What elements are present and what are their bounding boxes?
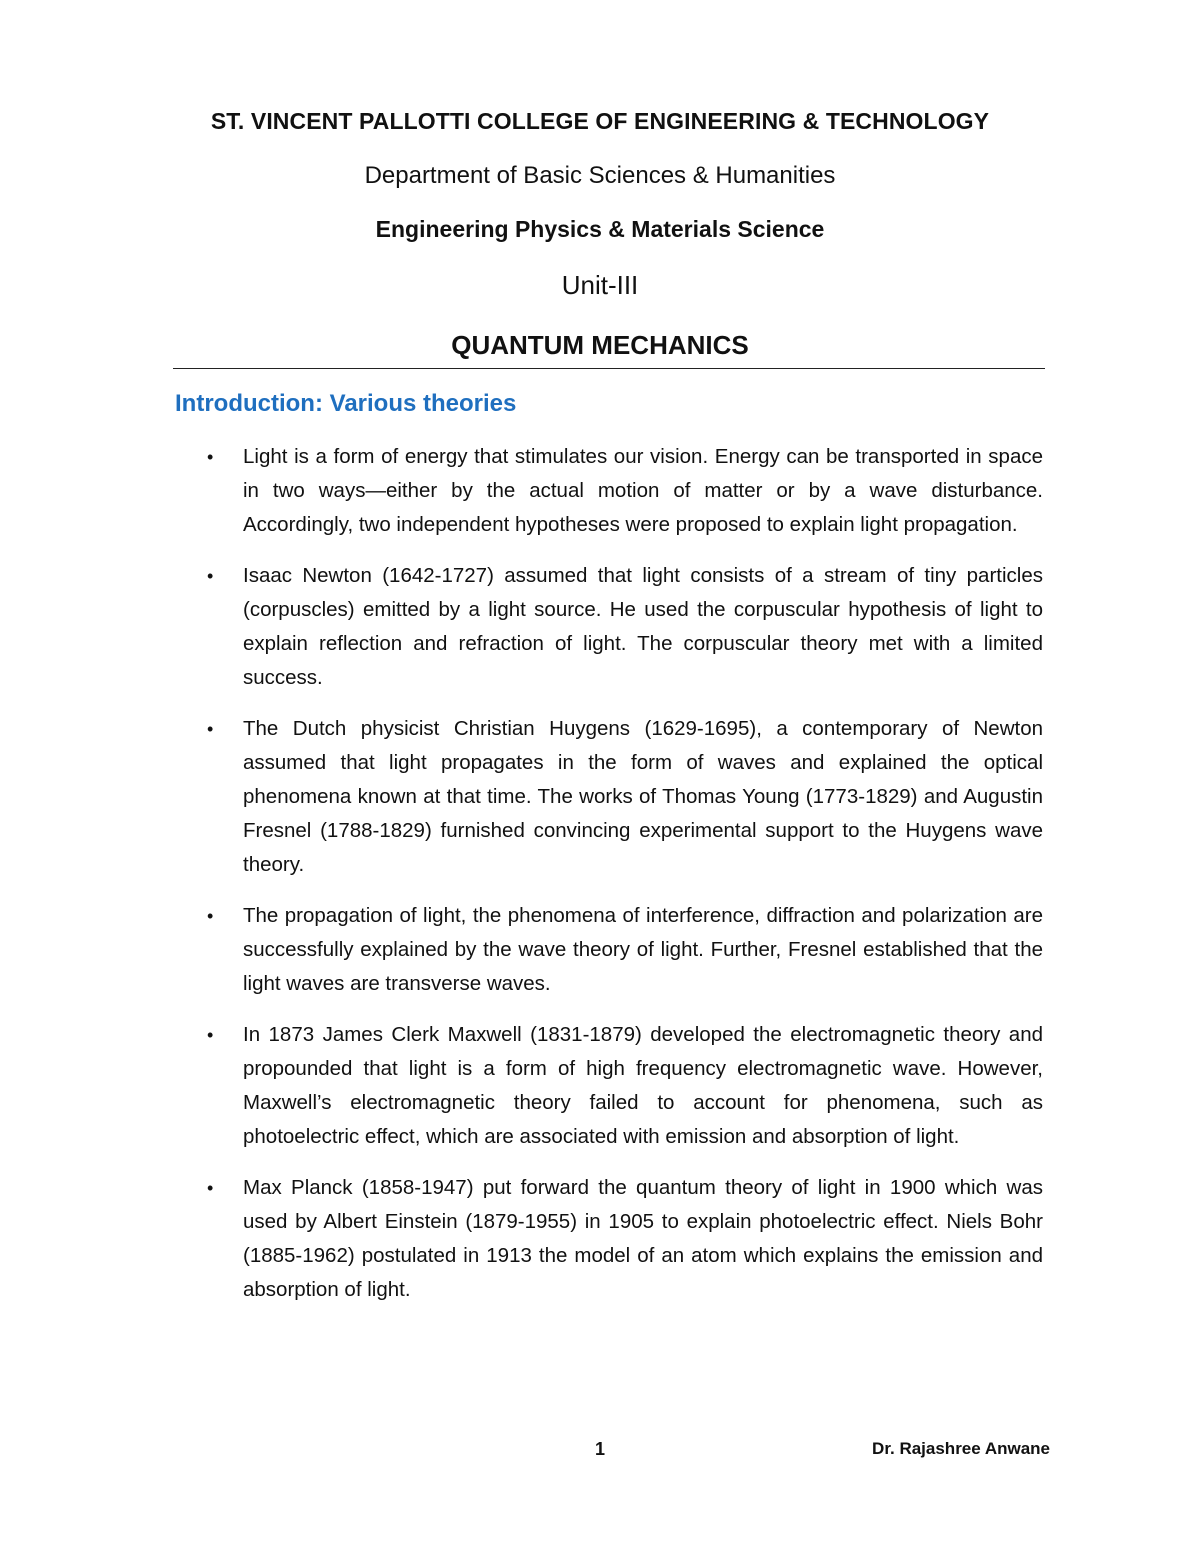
- bullet-icon: •: [207, 719, 214, 739]
- bullet-icon: •: [207, 566, 214, 586]
- author-name: Dr. Rajashree Anwane: [872, 1439, 1050, 1458]
- bullet-icon: •: [207, 1178, 214, 1198]
- course-title: Engineering Physics & Materials Science: [375, 216, 825, 242]
- list-item: [175, 440, 1043, 542]
- topic-title: QUANTUM MECHANICS: [451, 330, 749, 360]
- list-item-text: The propagation of light, the phenomena of interference, diffraction and polarization are successfully explained by the wave theory of light. Further, Fresnel established that the light waves are transverse waves.: [243, 904, 1043, 995]
- college-name: ST. VINCENT PALLOTTI COLLEGE OF ENGINEERING & TECHNOLOGY: [210, 108, 990, 134]
- bullet-list: [175, 440, 1043, 1324]
- bullet-icon: •: [207, 1025, 214, 1045]
- list-item: [175, 1018, 1043, 1154]
- page-number: 1: [595, 1439, 606, 1459]
- list-item: [175, 1171, 1043, 1307]
- list-item-text: Light is a form of energy that stimulates our vision. Energy can be transported in space in two ways—either by the actual motion of matter or by a wave disturbance. Accordingly, two independent hypotheses were proposed to explain light propagation.: [243, 445, 1043, 536]
- unit-label: Unit-III: [561, 270, 639, 300]
- department-name: Department of Basic Sciences & Humanities: [364, 162, 836, 189]
- title-divider: [173, 368, 1045, 369]
- bullet-icon: •: [207, 447, 214, 467]
- list-item: [175, 712, 1043, 882]
- list-item: [175, 559, 1043, 695]
- section-heading: Introduction: Various theories: [175, 390, 517, 417]
- list-item-text: In 1873 James Clerk Maxwell (1831-1879) developed the electromagnetic theory and propounded that light is a form of high frequency electromagnetic wave. However, Maxwell’s electromagnetic theory failed to account for phenomena, such as photoelectric effect, which are associated with emission and absorption of light.: [243, 1023, 1043, 1148]
- bullet-icon: •: [207, 906, 214, 926]
- list-item-text: Isaac Newton (1642-1727) assumed that light consists of a stream of tiny particles (corpuscles) emitted by a light source. He used the corpuscular hypothesis of light to explain reflection and refraction of light. The corpuscular theory met with a limited success.: [243, 564, 1043, 689]
- list-item: [175, 899, 1043, 1001]
- list-item-text: The Dutch physicist Christian Huygens (1629-1695), a contemporary of Newton assumed that light propagates in the form of waves and explained the optical phenomena known at that time. The works of Thomas Young (1773-1829) and Augustin Fresnel (1788-1829) furnished convincing experimental support to the Huygens wave theory.: [243, 717, 1043, 876]
- list-item-text: Max Planck (1858-1947) put forward the quantum theory of light in 1900 which was used by Albert Einstein (1879-1955) in 1905 to explain photoelectric effect. Niels Bohr (1885-1962) postulated in 1913 the model of an atom which explains the emission and absorption of light.: [243, 1176, 1043, 1301]
